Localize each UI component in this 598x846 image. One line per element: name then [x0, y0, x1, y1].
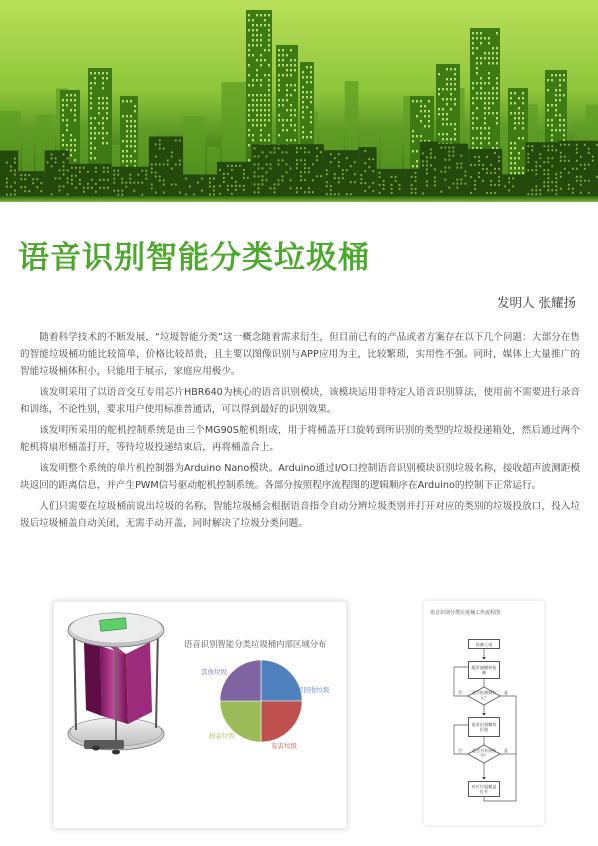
flow-decision-person: 是否检测到有人？ [472, 690, 496, 700]
paragraph-controller: 该发明整个系统的单片机控制器为Arduino Nano模块。Arduino通过I/O口控制语音识别模块识别垃圾名称，接收超声波测距模块返回的距离信息，并产生PWM信号驱动舵机控制系统。各部分按照程序流程图的逻辑顺序在Arduino的控制下正常运行。 [20, 463, 580, 491]
figure-flowchart [424, 601, 544, 825]
flow-tag-no-2: 否 [458, 748, 462, 753]
flow-tag-no: 否 [458, 690, 462, 695]
pie-slice-label: 可回收垃圾 [297, 686, 330, 694]
paragraph-servo-system: 该发明所采用的舵机控制系统是由三个MG90S舵机组成，用于将桶盖开口旋转到所识别的类型的垃圾投递箱处，然后通过两个舵机将扇形桶盖打开，等待垃圾投递结束后，再将桶盖合上。 [20, 425, 580, 453]
paragraph-background: 随着科学技术的不断发展，“垃圾智能分类”这一概念随着需求衍生，但目前已有的产品或者方案存在以下几个问题：大部分在售的智能垃圾桶功能比较简单，价格比较昂贵，且主要以图像识别与APP应用为主，比较繁琐，实用性不强。同时，媒体上大量推广的智能垃圾桶体积小，只能用于展示，家庭应用极少。 [20, 332, 580, 377]
pie-slice [261, 701, 302, 742]
pie-slice-label: 有害垃圾 [271, 742, 297, 750]
banner-divider [0, 196, 598, 202]
document-title: 语音识别智能分类垃圾桶 [18, 240, 370, 276]
author-line: 发明人 张耀扬 [497, 295, 576, 310]
document-body [20, 329, 580, 536]
pie-slice-label: 厨余垃圾 [209, 732, 235, 740]
flow-node-voice: 语音识别模块识别 [468, 717, 500, 737]
pie-slice [261, 660, 302, 701]
paragraph-usage: 人们只需要在垃圾桶前说出垃圾的名称，智能垃圾桶会根据语音指令自动分辨垃圾类别并打开对应的类别的垃圾投放口，投入垃圾后垃圾桶盖自动关闭，无需手动开盖，同时解决了垃圾分类问题。 [20, 501, 580, 529]
flow-tag-yes-2: 是 [504, 748, 508, 753]
pie-slice-label: 其他垃圾 [201, 668, 227, 676]
flow-node-start: 设备上电 [468, 639, 500, 649]
city-skyline-image [0, 0, 598, 200]
flow-node-open-lid: 对应垃圾桶盖打开 [468, 781, 500, 797]
bin-3d-render-image [54, 602, 348, 830]
flowchart-title: 语音识别分类垃圾桶工作流程图 [430, 610, 501, 616]
chart-title: 语音识别智能分类垃圾桶内部区域分布 [184, 639, 327, 649]
flow-tag-yes: 是 [504, 690, 508, 695]
pie-chart [220, 660, 302, 742]
figure-bin-and-chart [53, 601, 347, 829]
paragraph-voice-module: 该发明采用了以语音交互专用芯片HBR640为核心的语音识别模块，该模块运用非特定人语音识别算法，使用前不需要进行录音和训练，不论性别，要求用户使用标准普通话，可以得到最好的识别效果。 [20, 387, 580, 415]
flow-node-ultrasonic: 超声波模块检测 [468, 661, 500, 679]
hero-banner [0, 0, 598, 200]
flow-decision-command: 是否为有效指令？ [472, 748, 496, 758]
